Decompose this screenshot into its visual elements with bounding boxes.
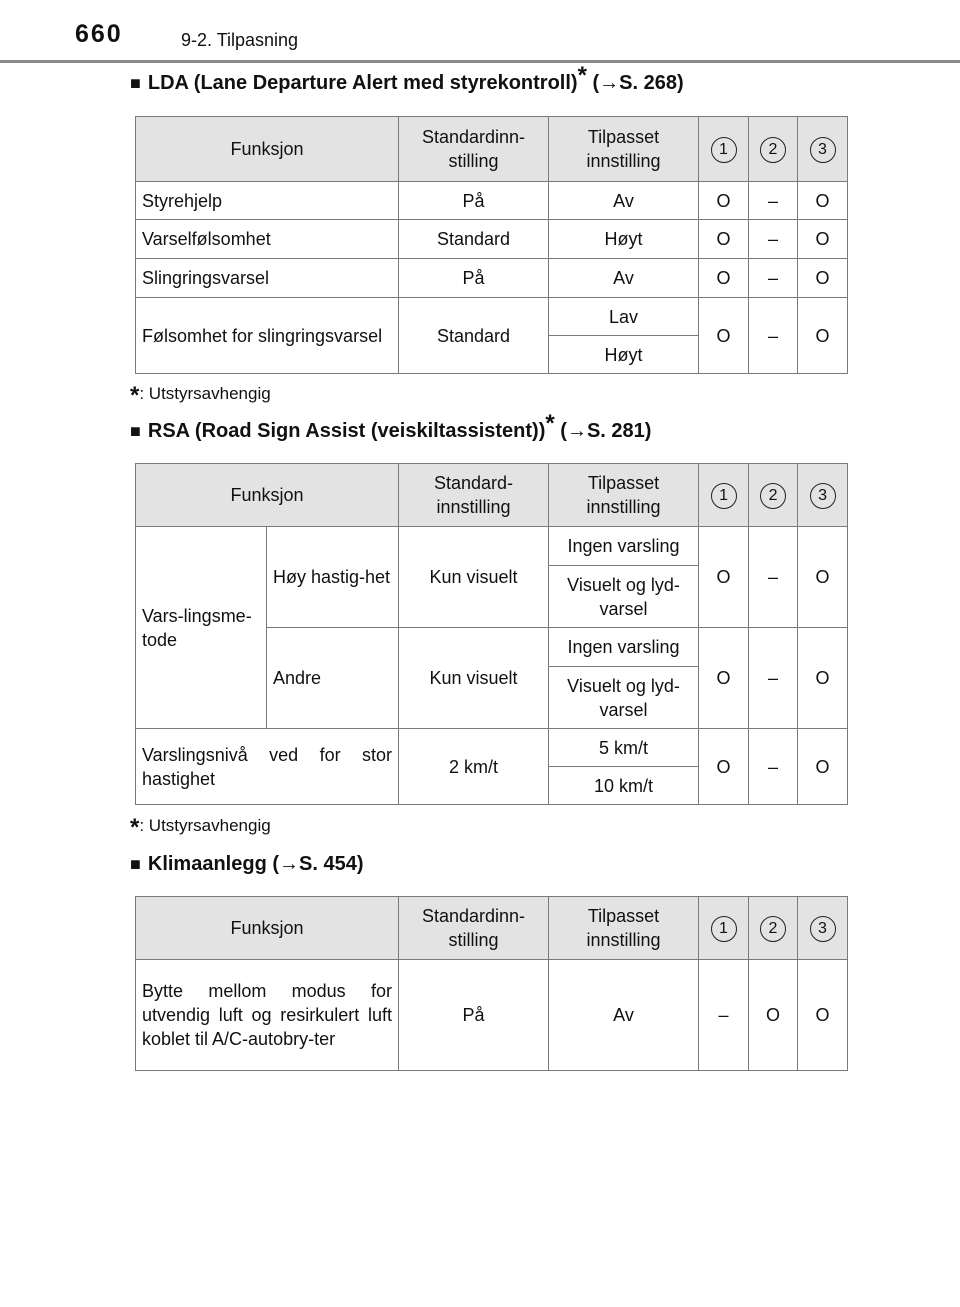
rsa-settings-table: Funksjon Standard-innstilling Tilpasset innstilling 1 2 3 Vars-lingsme-tode Høy hastig-het Kun visuelt Ingen varsling O – O Visuelt og lyd-varsel Andre Kun visuelt Ingen varsling O – O Visuelt og lyd-varsel Varslingsnivå ved for stor hastighet 2 km/t 5 km/t O – O 10 km/t [135,463,848,805]
circled-number-2-icon: 2 [760,137,786,163]
table-row: Styrehjelp På Av O – O [136,182,848,220]
square-bullet-icon: ■ [130,73,141,93]
circled-number-1-icon: 1 [711,483,737,509]
table-row: Følsomhet for slingringsvarsel Standard Lav O – O [136,298,848,336]
page-reference: S. 454) [299,853,364,875]
table-row: Vars-lingsme-tode Høy hastig-het Kun visuelt Ingen varsling O – O [136,527,848,566]
circled-number-2-icon: 2 [760,916,786,942]
lda-settings-table: Funksjon Standardinn-stilling Tilpasset innstilling 1 2 3 Styrehjelp På Av O – O Varselfølsomhet Standard Høyt O – O Slingringsvarsel På Av O – O Følsomhet for slingringsvarsel Standard Lav O – O Høyt [135,116,848,374]
circled-number-3-icon: 3 [810,483,836,509]
table-row: Slingringsvarsel På Av O – O [136,259,848,298]
table-row: Bytte mellom modus for utvendig luft og resirkulert luft koblet til A/C-autobry-ter På Av – O O [136,960,848,1071]
circled-number-1-icon: 1 [711,137,737,163]
arrow-right-icon: → [279,853,300,875]
page-number: 660 [75,20,123,48]
header-rule [0,60,960,63]
section-title: RSA (Road Sign Assist (veiskiltassistent)) [147,420,546,442]
section-heading-rsa: ■ RSA (Road Sign Assist (veiskiltassistent))* (→S. 281) [130,410,652,442]
column-header: Tilpasset innstilling [549,117,699,182]
square-bullet-icon: ■ [130,421,141,441]
square-bullet-icon: ■ [130,854,141,874]
circled-number-1-icon: 1 [711,916,737,942]
arrow-right-icon: → [566,420,587,442]
table-row: Andre Kun visuelt Ingen varsling O – O [136,628,848,667]
column-header: Funksjon [136,897,399,960]
arrow-right-icon: → [599,72,620,94]
column-header: Standard-innstilling [399,464,549,527]
section-title: LDA (Lane Departure Alert med styrekontroll) [147,72,578,94]
circled-number-2-icon: 2 [760,483,786,509]
page-reference: S. 268) [619,72,684,94]
column-header: Tilpasset innstilling [549,464,699,527]
page-reference: S. 281) [586,420,652,442]
klimaanlegg-settings-table [135,896,848,1071]
column-header: Standardinn-stilling [399,897,549,960]
chapter-title: 9-2. Tilpasning [181,30,299,50]
section-heading-klimaanlegg: ■ Klimaanlegg (→S. 454) [130,853,364,875]
section-heading-lda: ■ LDA (Lane Departure Alert med styrekontroll)* (→S. 268) [130,62,684,94]
circled-number-3-icon: 3 [810,916,836,942]
column-header: Tilpasset innstilling [549,897,699,960]
circled-number-3-icon: 3 [810,137,836,163]
column-header: Funksjon [136,117,399,182]
table-row: Varselfølsomhet Standard Høyt O – O [136,220,848,259]
table-row: Varslingsnivå ved for stor hastighet 2 km/t 5 km/t O – O [136,729,848,767]
footnote-marker: * [545,410,555,438]
footnote-marker: * [577,62,587,90]
footnote: *: Utstyrsavhengig [130,382,271,409]
footnote: *: Utstyrsavhengig [130,814,271,841]
column-header: Funksjon [136,464,399,527]
section-title: Klimaanlegg [147,853,267,875]
column-header: Standardinn-stilling [399,117,549,182]
